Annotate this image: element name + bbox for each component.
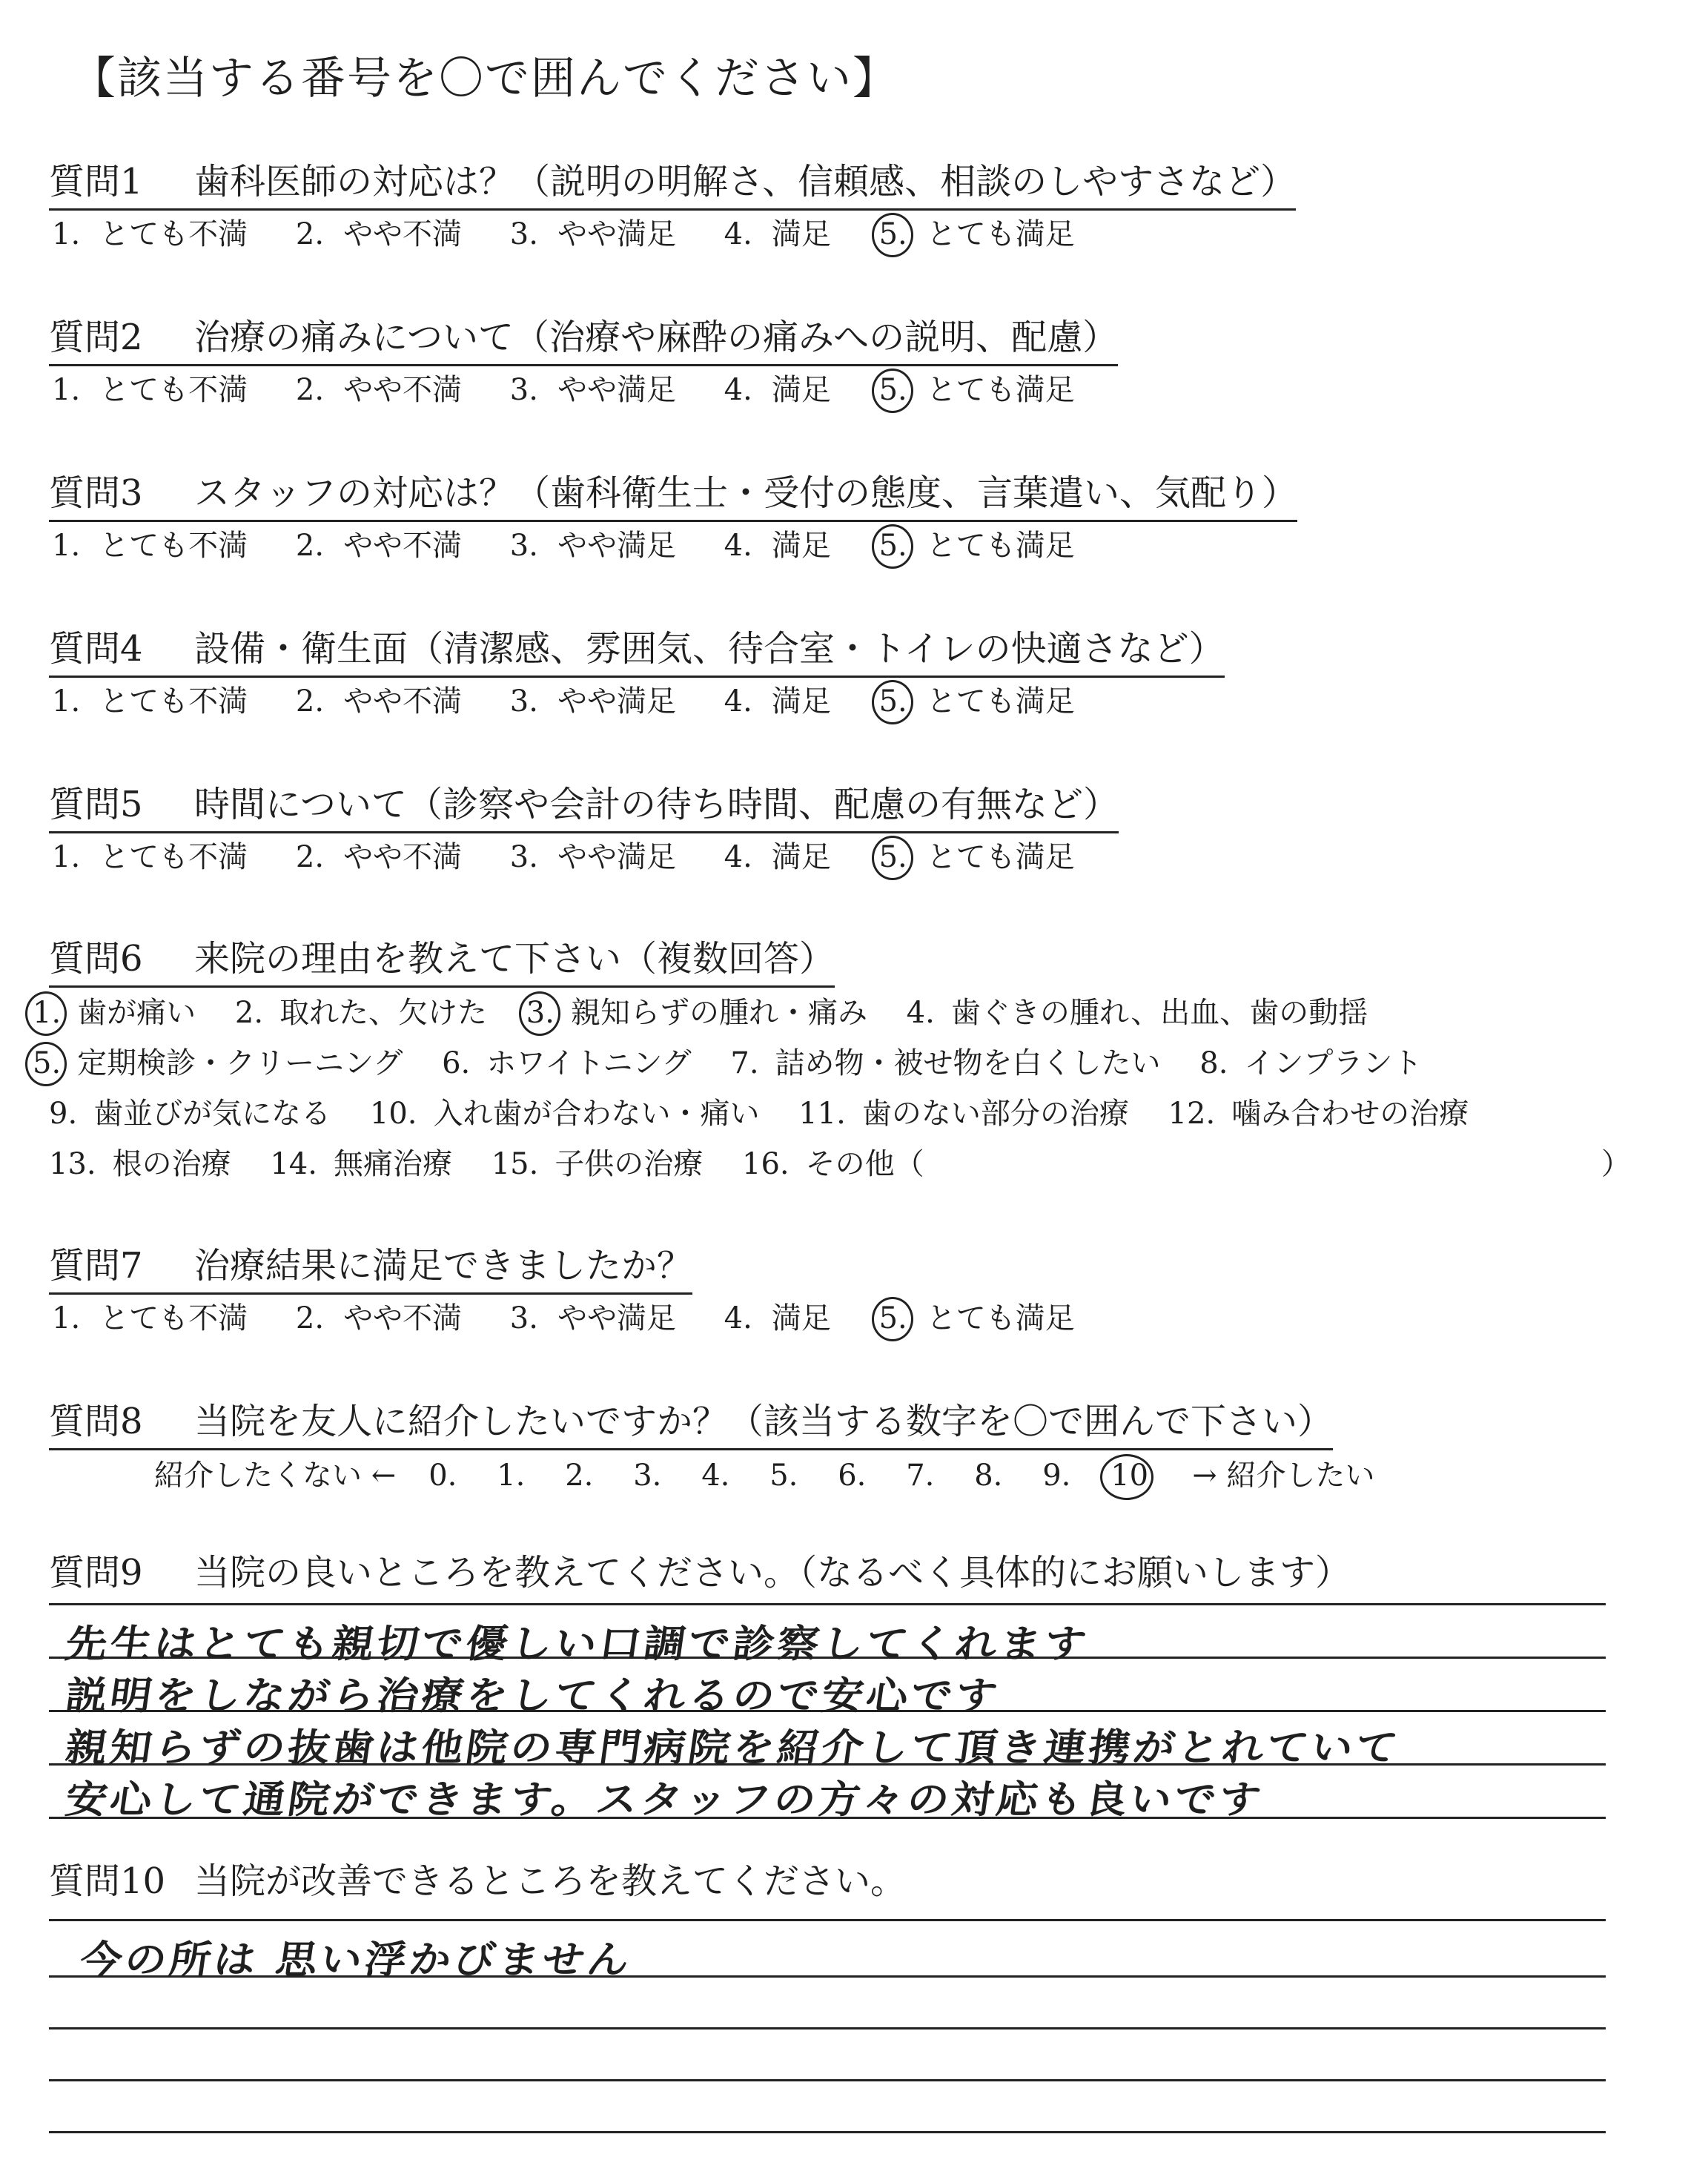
- scale-10-selected[interactable]: 10: [1110, 1459, 1192, 1493]
- option-4[interactable]: 4. 満足: [724, 1301, 831, 1335]
- answer-rule: [49, 2079, 1606, 2081]
- option-1[interactable]: 1. とても不満: [52, 840, 248, 874]
- option-4[interactable]: 4. 満足: [724, 840, 831, 874]
- question-heading: [49, 1393, 1333, 1450]
- answer-rule: [49, 1919, 1606, 1921]
- option-2[interactable]: 2. やや不満: [295, 1301, 463, 1335]
- options-row: [52, 678, 1113, 720]
- question-heading: [49, 153, 1296, 211]
- options-row: [52, 522, 1113, 564]
- options-row: [52, 833, 1113, 876]
- option-5-selected[interactable]: 5. とても満足: [878, 217, 1075, 251]
- option-2[interactable]: 2. やや不満: [295, 373, 463, 407]
- reason-14[interactable]: 14. 無痛治療: [270, 1147, 452, 1181]
- answer-rule: [49, 2027, 1606, 2029]
- question-number: 質問9: [49, 1552, 143, 1593]
- question-number: 質問2: [49, 317, 143, 358]
- option-3[interactable]: 3. やや満足: [509, 840, 676, 874]
- option-1[interactable]: 1. とても不満: [52, 1301, 248, 1335]
- question-text: 当院を友人に紹介したいですか？（該当する数字を〇で囲んで下さい）: [194, 1401, 1334, 1442]
- option-5-selected[interactable]: 5. とても満足: [878, 373, 1075, 407]
- option-2[interactable]: 2. やや不満: [295, 684, 463, 719]
- question-heading: [49, 1237, 692, 1295]
- option-3[interactable]: 3. やや満足: [509, 373, 676, 407]
- scale-5[interactable]: 5.: [769, 1459, 798, 1493]
- reason-9[interactable]: 9. 歯並びが気になる: [49, 1097, 331, 1131]
- answer-rule: [49, 2131, 1606, 2133]
- reason-7[interactable]: 7. 詰め物・被せ物を白くしたい: [730, 1046, 1161, 1080]
- other-close-paren: ）: [1601, 1147, 1631, 1181]
- q10-answer-line-1: 今の所は 思い浮かびません: [77, 1938, 635, 1983]
- reason-1-selected[interactable]: 1. 歯が痛い: [33, 996, 196, 1030]
- scale-4[interactable]: 4.: [701, 1459, 730, 1493]
- scale-left-label: 紹介したくない ←: [154, 1459, 397, 1493]
- question-number: 質問5: [49, 784, 143, 825]
- options-row: [52, 211, 1113, 253]
- reason-4[interactable]: 4. 歯ぐきの腫れ、出血、歯の動揺: [906, 996, 1368, 1030]
- scale-right-label: → 紹介したい: [1192, 1459, 1375, 1493]
- option-1[interactable]: 1. とても不満: [52, 373, 248, 407]
- question-number: 質問7: [49, 1245, 143, 1287]
- reasons-row-3: [49, 1090, 1498, 1132]
- option-3[interactable]: 3. やや満足: [509, 1301, 676, 1335]
- scale-0[interactable]: 0.: [428, 1459, 457, 1493]
- q9-answer-line-4: 安心して通院ができます。スタッフの方々の対応も良いです: [62, 1777, 1267, 1823]
- option-4[interactable]: 4. 満足: [724, 373, 831, 407]
- reason-5-selected[interactable]: 5. 定期検診・クリーニング: [33, 1046, 403, 1080]
- option-2[interactable]: 2. やや不満: [295, 529, 463, 563]
- option-3[interactable]: 3. やや満足: [509, 217, 676, 251]
- question-text: 歯科医師の対応は？（説明の明解さ、信頼感、相談のしやすさなど）: [194, 161, 1297, 202]
- option-3[interactable]: 3. やや満足: [509, 529, 676, 563]
- option-5-selected[interactable]: 5. とても満足: [878, 1301, 1075, 1335]
- question-number: 質問6: [49, 938, 143, 980]
- question-heading: [49, 930, 835, 988]
- question-heading: [49, 464, 1297, 522]
- option-1[interactable]: 1. とても不満: [52, 529, 248, 563]
- question-text: 当院が改善できるところを教えてください。: [194, 1860, 907, 1902]
- option-3[interactable]: 3. やや満足: [509, 684, 676, 719]
- question-heading: [49, 776, 1119, 833]
- scale-6[interactable]: 6.: [838, 1459, 867, 1493]
- scale-9[interactable]: 9.: [1042, 1459, 1071, 1493]
- option-1[interactable]: 1. とても不満: [52, 217, 248, 251]
- question-heading: [49, 1852, 906, 1908]
- question-heading: [49, 620, 1225, 678]
- reason-6[interactable]: 6. ホワイトニング: [442, 1046, 692, 1080]
- option-5-selected[interactable]: 5. とても満足: [878, 529, 1075, 563]
- option-4[interactable]: 4. 満足: [724, 684, 831, 719]
- page-title: 【該当する番号を〇で囲んでください】: [71, 53, 898, 105]
- reasons-row-1: [33, 989, 1397, 1031]
- reason-15[interactable]: 15. 子供の治療: [491, 1147, 704, 1181]
- question-text: 設備・衛生面（清潔感、雰囲気、待合室・トイレの快適さなど）: [194, 628, 1225, 670]
- reasons-row-2: [33, 1040, 1452, 1082]
- reason-11[interactable]: 11. 歯のない部分の治療: [798, 1097, 1129, 1131]
- reason-2[interactable]: 2. 取れた、欠けた: [234, 996, 488, 1030]
- options-row: [52, 1295, 1113, 1337]
- q9-answer-line-2: 説明をしながら治療をしてくれるので安心です: [62, 1674, 1003, 1719]
- question-text: 当院の良いところを教えてください。（なるべく具体的にお願いします）: [194, 1552, 1351, 1593]
- options-row: [52, 366, 1113, 409]
- question-heading: [49, 308, 1118, 366]
- answer-rule: [49, 1603, 1606, 1605]
- question-number: 質問10: [49, 1860, 166, 1902]
- question-number: 質問4: [49, 628, 143, 670]
- reason-16-other[interactable]: 16. その他（: [742, 1147, 924, 1181]
- option-1[interactable]: 1. とても不満: [52, 684, 248, 719]
- option-5-selected[interactable]: 5. とても満足: [878, 684, 1075, 719]
- reason-3-selected[interactable]: 3. 親知らずの腫れ・痛み: [526, 996, 867, 1030]
- question-text: 時間について（診察や会計の待ち時間、配慮の有無など）: [194, 784, 1119, 825]
- reason-8[interactable]: 8. インプラント: [1199, 1046, 1423, 1080]
- question-number: 質問3: [49, 472, 143, 514]
- option-2[interactable]: 2. やや不満: [295, 840, 463, 874]
- option-4[interactable]: 4. 満足: [724, 217, 831, 251]
- question-text: 来院の理由を教えて下さい（複数回答）: [194, 938, 835, 980]
- question-text: 治療結果に満足できましたか？: [194, 1245, 693, 1287]
- option-2[interactable]: 2. やや不満: [295, 217, 463, 251]
- reasons-row-4: [49, 1140, 954, 1183]
- option-5-selected[interactable]: 5. とても満足: [878, 840, 1075, 874]
- reason-12[interactable]: 12. 噛み合わせの治療: [1168, 1097, 1469, 1131]
- question-text: スタッフの対応は？（歯科衛生士・受付の態度、言葉遣い、気配り）: [194, 472, 1298, 514]
- option-4[interactable]: 4. 満足: [724, 529, 831, 563]
- scale-7[interactable]: 7.: [906, 1459, 935, 1493]
- q9-answer-line-1: 先生はとても親切で優しい口調で診察してくれます: [62, 1622, 1092, 1667]
- question-text: 治療の痛みについて（治療や麻酔の痛みへの説明、配慮）: [194, 317, 1119, 358]
- scale-3[interactable]: 3.: [633, 1459, 662, 1493]
- scale-8[interactable]: 8.: [974, 1459, 1003, 1493]
- question-number: 質問1: [49, 161, 143, 202]
- question-number: 質問8: [49, 1401, 143, 1442]
- q9-answer-line-3: 親知らずの抜歯は他院の専門病院を紹介して頂き連携がとれていて: [62, 1725, 1403, 1771]
- reason-10[interactable]: 10. 入れ歯が合わない・痛い: [369, 1097, 760, 1131]
- scale-1[interactable]: 1.: [497, 1459, 526, 1493]
- reason-13[interactable]: 13. 根の治療: [49, 1147, 231, 1181]
- question-heading: [49, 1544, 1351, 1599]
- scale-2[interactable]: 2.: [565, 1459, 594, 1493]
- recommend-scale: [154, 1452, 1374, 1494]
